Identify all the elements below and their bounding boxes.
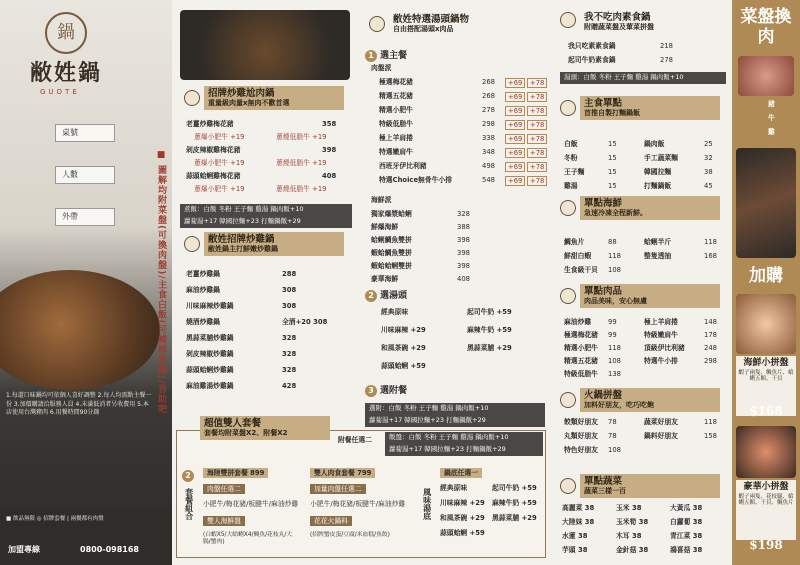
menu-item-price: 178 — [704, 331, 717, 339]
meat-item-name[interactable]: 精選五花豬 — [379, 92, 413, 100]
meat-upgrade-b[interactable]: +78 — [527, 176, 547, 186]
menu-item-name[interactable]: 手工蔬菜麵 — [644, 154, 678, 162]
veg-plate-photo — [736, 148, 796, 258]
side-options-bar: 選附：白飯 冬粉 王子麵 雞湯 鍋肉飯+10 — [365, 403, 545, 415]
veg-item-b[interactable]: 玉米 38 — [616, 504, 642, 512]
seafood-item-price: 408 — [457, 275, 470, 283]
menu-item-name[interactable]: 韓國拉麵 — [644, 168, 672, 176]
combo-item-name[interactable]: 蔥爆小肥牛 +19 — [194, 133, 245, 141]
meat-item-name[interactable]: 特選Choice無骨牛小排 — [379, 176, 453, 184]
seafood-item-name[interactable]: 鮮爆海鮮 — [371, 223, 399, 231]
soup-subtitle: 自由搭配湯頭x肉品 — [393, 25, 454, 34]
pot-icon — [369, 16, 385, 32]
dining-notes: 1.每道口味鍋均可依個人喜好調整 2.每人均需點主餐一份 3.加價購請洽服務人員 4.未滿低消者另收費用 5.本店使用台灣豬肉 6.用餐時間90分鐘 — [6, 392, 152, 417]
menu-item-name[interactable]: 餃類好朋友 — [564, 418, 598, 426]
menu-item-price: 118 — [704, 418, 717, 426]
meat-upgrade-a[interactable]: +69 — [505, 78, 525, 88]
combo-label: 套餐組合 — [184, 488, 194, 520]
meat-upgrade-a[interactable]: +69 — [505, 92, 525, 102]
combo-header — [200, 416, 330, 440]
combo-item-name[interactable]: 老薑炒雞梅花豬 — [186, 120, 234, 128]
flavor-title: 鍋底任選一 — [440, 468, 482, 478]
step-3-label: 選附餐 — [380, 385, 408, 396]
beef-label: 牛 — [768, 114, 775, 122]
meat-upgrade-a[interactable]: +69 — [505, 106, 525, 116]
seafood-item-price: 398 — [457, 262, 470, 270]
menu-item-price: 15 — [608, 140, 617, 148]
staple-subtitle: 首推自製打麵鍋飯 — [584, 109, 640, 118]
takeout-field[interactable]: 外帶 — [55, 208, 115, 226]
menu-item-price: 118 — [608, 252, 621, 260]
flavor-alt[interactable]: 起司牛奶 +59 — [492, 484, 537, 492]
combo-b-extra: 花花火鍋料 — [310, 516, 352, 526]
chicken-pot-price: 308 — [282, 302, 297, 310]
step-number: 2 — [365, 290, 377, 302]
footer-badges: ■ 飲品無限 ◎ 招牌套餐 | 兩餐都有肉盤 — [6, 516, 104, 522]
menu-item-price: 78 — [608, 432, 617, 440]
combo-item-name[interactable]: 蒜頭蛤蜊雞梅花豬 — [186, 172, 241, 180]
meat-upgrade-a[interactable]: +69 — [505, 148, 525, 158]
staple-title: 主食單點 — [584, 98, 623, 109]
signature-combo-title: 招牌炒雞尬肉鍋 — [208, 88, 275, 99]
meat-item-price: 278 — [482, 106, 495, 114]
meat-upgrade-a[interactable]: +69 — [505, 162, 525, 172]
menu-item-price: 118 — [704, 238, 717, 246]
chicken-pot-price: 288 — [282, 270, 297, 278]
step-1 — [365, 50, 407, 62]
soup-base-alt[interactable]: 黑蒜菜脯 +29 — [467, 344, 512, 352]
menu-item-price: 248 — [704, 344, 717, 352]
meat-item-name[interactable]: 極選梅花豬 — [379, 78, 413, 86]
menu-item-name[interactable]: 鍋料好朋友 — [644, 432, 678, 440]
veg-item-b[interactable]: 木耳 38 — [616, 532, 642, 540]
combo-b-title[interactable]: 雙人肉食套餐 799 — [310, 468, 375, 478]
menu-item-name[interactable]: 精選小肥牛 — [564, 344, 598, 352]
flavor-name[interactable]: 蒜頭蛤蜊 +59 — [440, 529, 485, 537]
meat-item-name[interactable]: 精選小肥牛 — [379, 106, 413, 114]
combo-item-name[interactable]: 剁皮辣椒雞梅花豬 — [186, 146, 241, 154]
hotpot-title: 火鍋拼盤 — [584, 390, 623, 401]
sea-label: 海鮮派 — [371, 196, 392, 204]
flavor-label: 風味湯底 — [422, 488, 432, 520]
brand-panel — [0, 0, 172, 565]
big-platter-photo — [736, 426, 796, 478]
combo-number — [182, 470, 197, 482]
meat-upgrade-a[interactable]: +69 — [505, 134, 525, 144]
veg-item-a[interactable]: 芋頭 38 — [562, 546, 588, 554]
signature-combo-subtitle: 重量級肉量x無肉不歡首選 — [208, 99, 290, 108]
menu-item-price: 45 — [704, 182, 713, 190]
chicken-pot-name[interactable]: 川味麻辣炒雞鍋 — [186, 302, 234, 310]
franchise-label: 加盟專線 — [8, 545, 40, 554]
meat-item-price: 498 — [482, 162, 495, 170]
small-platter-desc: 蝦子兩隻、鯛魚片、蛤蜊五顆、干貝 — [738, 369, 794, 383]
combo-a-pick: 肉盤任選二 — [203, 484, 245, 494]
combo-b-note: (招牌蟹皮蛋/豆腐/米血糕/魚餃) — [310, 532, 390, 538]
combo-title: 超值雙人套餐 — [204, 418, 262, 429]
chicken-pot-header — [204, 232, 344, 256]
combo-b-items: 小肥牛/梅花豬/板腱牛/麻油炒雞 — [310, 500, 406, 508]
menu-item-name[interactable]: 鍋肉飯 — [644, 140, 665, 148]
seafood-item-price: 388 — [457, 223, 470, 231]
meat-item-price: 348 — [482, 148, 495, 156]
meat-plate-photo — [738, 56, 794, 96]
seafood-header — [580, 196, 720, 220]
column-addon — [732, 0, 800, 565]
big-platter-title: 豪華小拼盤 — [743, 482, 789, 492]
meat-item-name[interactable]: 極上羊肩捲 — [379, 134, 413, 142]
small-platter-price: $168 — [749, 404, 783, 418]
veg-pot-subtitle: 附贈蔬菜盤及葷菜拼盤 — [584, 23, 654, 32]
soup-base-name[interactable]: 川味麻辣 +29 — [381, 326, 426, 334]
seafood-item-price: 398 — [457, 236, 470, 244]
veg-icon — [560, 12, 576, 28]
menu-item-price: 15 — [608, 182, 617, 190]
pot-icon — [184, 236, 200, 252]
seafood-item-name[interactable]: 豪華海鮮 — [371, 275, 399, 283]
menu-item-price: 99 — [608, 331, 617, 339]
seafood-item-name[interactable]: 蝦蛤蛤蜊雙拼 — [371, 262, 412, 270]
menu-item-price: 32 — [704, 154, 713, 162]
menu-item-name[interactable]: 雞湯 — [564, 182, 578, 190]
combo-subtitle: 套餐均附菜盤X2、附餐X2 — [204, 429, 288, 438]
combo-side-bar: 飯盤：白飯 冬粉 王子麵 雞湯 鍋肉飯+10 — [385, 432, 543, 444]
meat-upgrade-a[interactable]: +69 — [505, 120, 525, 130]
flavor-alt[interactable]: 麻辣牛奶 +59 — [492, 499, 537, 507]
combo-item-price: 408 — [322, 172, 337, 180]
big-platter-desc: 蝦子兩隻、花枝腿、蛤蜊五顆、干貝、鯛魚片 — [738, 493, 794, 507]
menu-item-name[interactable]: 整隻透抽 — [644, 252, 672, 260]
hotpot-subtitle: 加料好朋友，吃巧吃飽 — [584, 401, 654, 410]
menu-item-name[interactable]: 丸類好朋友 — [564, 432, 598, 440]
menu-item-price: 108 — [608, 266, 621, 274]
table-number-field[interactable]: 桌號 — [55, 124, 115, 142]
combo-a-note: (白蝦X5/大蛤蜊X4/鯛魚/花枝丸/大腸/蟹肉) — [203, 532, 293, 545]
menu-item-name[interactable]: 極選梅花豬 — [564, 331, 598, 339]
step-number: 3 — [365, 385, 377, 397]
small-platter-photo — [736, 294, 796, 354]
menu-item-price: 148 — [704, 318, 717, 326]
chicken-pot-price: 328 — [282, 334, 297, 342]
menu-item-name[interactable]: 特色好朋友 — [564, 446, 598, 454]
hotpot-header — [580, 388, 720, 412]
pork-label: 豬 — [768, 100, 775, 108]
menu-item-name[interactable]: 生食級干貝 — [564, 266, 598, 274]
brand-name: 敝姓鍋 — [30, 60, 103, 86]
combo-a-title[interactable]: 海陸雙拼套餐 899 — [203, 468, 268, 478]
signature-combo-header — [204, 86, 344, 110]
veg-alacarte-header — [580, 474, 720, 498]
veg-item-c[interactable]: 鴻喜菇 38 — [670, 546, 703, 554]
meat-upgrade-b[interactable]: +78 — [527, 106, 547, 116]
flavor-name[interactable]: 川味麻辣 +29 — [440, 499, 485, 507]
chicken-pot-price: 328 — [282, 366, 297, 374]
meat-item-name[interactable]: 特選嫩肩牛 — [379, 148, 413, 156]
combo-item-price: 358 — [322, 120, 337, 128]
combo-item-price: 398 — [322, 146, 337, 154]
meat-item-name[interactable]: 特級低脂牛 — [379, 120, 413, 128]
combo-a-items: 小肥牛/梅花豬/板腱牛/麻油炒雞 — [203, 500, 299, 508]
chicken-pot-name[interactable]: 麻油雞湯炒雞鍋 — [186, 382, 234, 390]
meat-header — [580, 284, 720, 308]
chicken-pot-price: 全酒+20 308 — [282, 318, 328, 326]
chicken-label: 雞 — [768, 128, 775, 136]
brand-subtitle: GUOTE — [40, 88, 80, 96]
menu-item-name[interactable]: 蔬菜好朋友 — [644, 418, 678, 426]
step-1-label: 選主餐 — [380, 50, 408, 61]
step-2 — [365, 290, 407, 302]
soup-base-alt[interactable]: 麻辣牛奶 +59 — [467, 326, 512, 334]
menu-item-price: 158 — [704, 432, 717, 440]
meat-item-price: 338 — [482, 134, 495, 142]
seafood-title: 單點海鮮 — [584, 198, 623, 209]
chicken-pot-name[interactable]: 燒酒炒雞鍋 — [186, 318, 220, 326]
menu-item-price: 78 — [608, 418, 617, 426]
chicken-pot-name[interactable]: 黑蒜菜脯炒雞鍋 — [186, 334, 234, 342]
menu-item-name[interactable]: 鮮甜白蝦 — [564, 252, 592, 260]
menu-item-name[interactable]: 精選五花豬 — [564, 357, 598, 365]
meat-upgrade-a[interactable]: +69 — [505, 176, 525, 186]
brand-logo-icon: 鍋 — [45, 12, 87, 54]
meat-upgrade-b[interactable]: +78 — [527, 134, 547, 144]
combo-item-price: 蔥燒低脂牛 +19 — [276, 159, 327, 167]
soup-title: 敝姓特選湯頭鍋物 — [393, 14, 470, 25]
veg-item-b[interactable]: 金針菇 38 — [616, 546, 649, 554]
step-2-label: 選湯頭 — [380, 290, 408, 301]
meat-item-price: 268 — [482, 92, 495, 100]
menu-item-price: 298 — [704, 357, 717, 365]
veg-item-a[interactable]: 高麗菜 38 — [562, 504, 595, 512]
combo-side-bar-2: 蘿蔔湯+17 韓國拉麵+23 打麵鍋飯+29 — [385, 444, 543, 456]
chicken-pot-name[interactable]: 蒜頭蛤蜊炒雞鍋 — [186, 366, 234, 374]
veg-pot-header — [580, 10, 720, 34]
meat-item-name[interactable]: 西班牙伊比利豬 — [379, 162, 427, 170]
menu-item-price: 15 — [608, 154, 617, 162]
chicken-pot-name[interactable]: 老薑炒雞鍋 — [186, 270, 220, 278]
step-number: 1 — [365, 50, 377, 62]
swap-title: 菜盤換肉 — [740, 7, 792, 47]
meat-upgrade-b[interactable]: +78 — [527, 92, 547, 102]
menu-item-name[interactable]: 打麵鍋飯 — [644, 182, 672, 190]
meat-icon — [560, 288, 576, 304]
chicken-pot-subtitle: 敝姓鍋主打鮮嫩炒雞鍋 — [208, 245, 278, 254]
soup-base-alt[interactable]: 起司牛奶 +59 — [467, 308, 512, 316]
menu-item-price: 25 — [704, 140, 713, 148]
seafood-subtitle: 急速冷凍全程新鮮。 — [584, 209, 647, 218]
combo-item-price: 蔥燒低脂牛 +19 — [276, 133, 327, 141]
rice-icon — [560, 100, 576, 116]
veg-pot-price: 218 — [660, 42, 673, 50]
rice-options-bar: 煮飯：白飯 冬粉 王子麵 雞湯 鍋肉飯+10 — [180, 204, 352, 216]
menu-item-name[interactable]: 特級嫩肩牛 — [644, 331, 678, 339]
menu-item-name[interactable]: 白飯 — [564, 140, 578, 148]
veg-item-c[interactable]: 大黃瓜 38 — [670, 504, 703, 512]
menu-item-name[interactable]: 極上羊肩捲 — [644, 318, 678, 326]
menu-item-price: 108 — [608, 446, 621, 454]
soup-base-name[interactable]: 和風茶碗 +29 — [381, 344, 426, 352]
soup-base-name[interactable]: 蒜頭蛤蜊 +59 — [381, 362, 426, 370]
menu-item-price: 99 — [608, 318, 617, 326]
chicken-pot-price: 428 — [282, 382, 297, 390]
menu-item-name[interactable]: 頂級伊比利豬 — [644, 344, 685, 352]
chicken-pot-name[interactable]: 麻油炒雞鍋 — [186, 286, 220, 294]
veg-options-bar: 湯頭：白飯 冬粉 王子麵 雞湯 鍋肉飯+10 — [560, 72, 726, 84]
meat-label: 肉盤派 — [371, 64, 392, 72]
meat-upgrade-b[interactable]: +78 — [527, 78, 547, 88]
leaf-icon — [560, 478, 576, 494]
combo-a-seafood: 雙人海鮮盤 — [203, 516, 245, 526]
seafood-item-price: 328 — [457, 210, 470, 218]
veg-item-c[interactable]: 白蘿蔔 38 — [670, 518, 703, 526]
menu-item-price: 38 — [704, 168, 713, 176]
fish-icon — [560, 200, 576, 216]
combo-side-label: 附餐任選二 — [338, 436, 372, 444]
meat-title: 單點肉品 — [584, 286, 623, 297]
big-platter-price: $198 — [749, 538, 783, 552]
small-platter-title: 海鮮小拼盤 — [743, 358, 789, 368]
meat-item-price: 298 — [482, 120, 495, 128]
signature-pot-photo — [180, 10, 350, 80]
veg-alacarte-title: 單點蔬菜 — [584, 476, 623, 487]
meat-upgrade-b[interactable]: +78 — [527, 148, 547, 158]
menu-item-name[interactable]: 鯛魚片 — [564, 238, 585, 246]
seafood-item-name[interactable]: 蝦蛤鯛魚雙拼 — [371, 249, 412, 257]
menu-item-price: 88 — [608, 238, 617, 246]
meat-item-price: 268 — [482, 78, 495, 86]
pot-icon — [184, 90, 200, 106]
veg-pot-title: 我不吃肉素食鍋 — [584, 12, 651, 23]
combo-item-price: 蔥燒低脂牛 +19 — [276, 185, 327, 193]
big-platter-card[interactable] — [736, 480, 796, 540]
menu-item-name[interactable]: 麻油炒雞 — [564, 318, 592, 326]
side-options-bar-2: 蘿蔔湯+17 韓國拉麵+23 打麵鍋飯+29 — [365, 415, 545, 427]
chicken-pot-name[interactable]: 剁皮辣椒炒雞鍋 — [186, 350, 234, 358]
flavor-name[interactable]: 和風茶碗 +29 — [440, 514, 485, 522]
staple-header — [580, 96, 720, 120]
menu-item-name[interactable]: 冬粉 — [564, 154, 578, 162]
meat-item-price: 548 — [482, 176, 495, 184]
menu-item-name[interactable]: 蛤蜊半斤 — [644, 238, 672, 246]
meat-subtitle: 肉品美味，安心無慮 — [584, 297, 647, 306]
column-alacarte — [552, 0, 732, 565]
flavor-alt[interactable]: 黑蒜菜脯 +29 — [492, 514, 537, 522]
hotpot-icon — [560, 392, 576, 408]
flavor-name[interactable]: 經典原味 — [440, 484, 468, 492]
veg-item-a[interactable]: 大陸妹 38 — [562, 518, 595, 526]
veg-pot-name[interactable]: 起司牛奶素食鍋 — [568, 56, 616, 64]
veg-pot-name[interactable]: 我只吃素素食鍋 — [568, 42, 616, 50]
chicken-pot-price: 308 — [282, 286, 297, 294]
veg-item-c[interactable]: 青江菜 38 — [670, 532, 703, 540]
chicken-pot-price: 328 — [282, 350, 297, 358]
veg-item-a[interactable]: 水蓮 38 — [562, 532, 588, 540]
franchise-phone[interactable]: 0800-098168 — [80, 545, 139, 554]
meat-upgrade-b[interactable]: +78 — [527, 162, 547, 172]
chicken-pot-title: 敝姓招牌炒雞鍋 — [208, 234, 275, 245]
menu-item-price: 168 — [704, 252, 717, 260]
menu-item-name[interactable]: 王子麵 — [564, 168, 585, 176]
menu-item-name[interactable]: 特選牛小排 — [644, 357, 678, 365]
chicken-dish-photo — [0, 270, 160, 390]
soup-header — [389, 12, 539, 36]
rice-options-bar-2: 蘿蔔湯+17 韓國拉麵+23 打麵鍋飯+29 — [180, 216, 352, 228]
veg-alacarte-subtitle: 蔬菜三樣一百 — [584, 487, 626, 496]
included-note: ■ 圖解均附菜盤(可換肉盤)/主食白飯(可補添更換)/自助吧 — [156, 150, 166, 415]
meat-upgrade-b[interactable]: +78 — [527, 120, 547, 130]
seafood-item-name[interactable]: 獨家爆漿蛤蜊 — [371, 210, 412, 218]
menu-item-price: 108 — [608, 357, 621, 365]
addon-title: 加購 — [749, 266, 783, 286]
seafood-item-price: 398 — [457, 249, 470, 257]
combo-item-name[interactable]: 蔥爆小肥牛 +19 — [194, 185, 245, 193]
menu-item-name[interactable]: 特級低脂牛 — [564, 370, 598, 378]
step-3 — [365, 385, 407, 397]
menu-item-price: 15 — [608, 168, 617, 176]
veg-item-b[interactable]: 玉米筍 38 — [616, 518, 649, 526]
veg-pot-price: 278 — [660, 56, 673, 64]
combo-number-value: 2 — [182, 470, 194, 482]
menu-item-price: 118 — [608, 344, 621, 352]
seafood-item-name[interactable]: 蛤蜊鯛魚雙拼 — [371, 236, 412, 244]
combo-b-pick: 加量肉盤任選二 — [310, 484, 366, 494]
combo-item-name[interactable]: 蔥爆小肥牛 +19 — [194, 159, 245, 167]
soup-base-name[interactable]: 經典原味 — [381, 308, 409, 316]
menu-item-price: 138 — [608, 370, 621, 378]
people-count-field[interactable]: 人數 — [55, 166, 115, 184]
